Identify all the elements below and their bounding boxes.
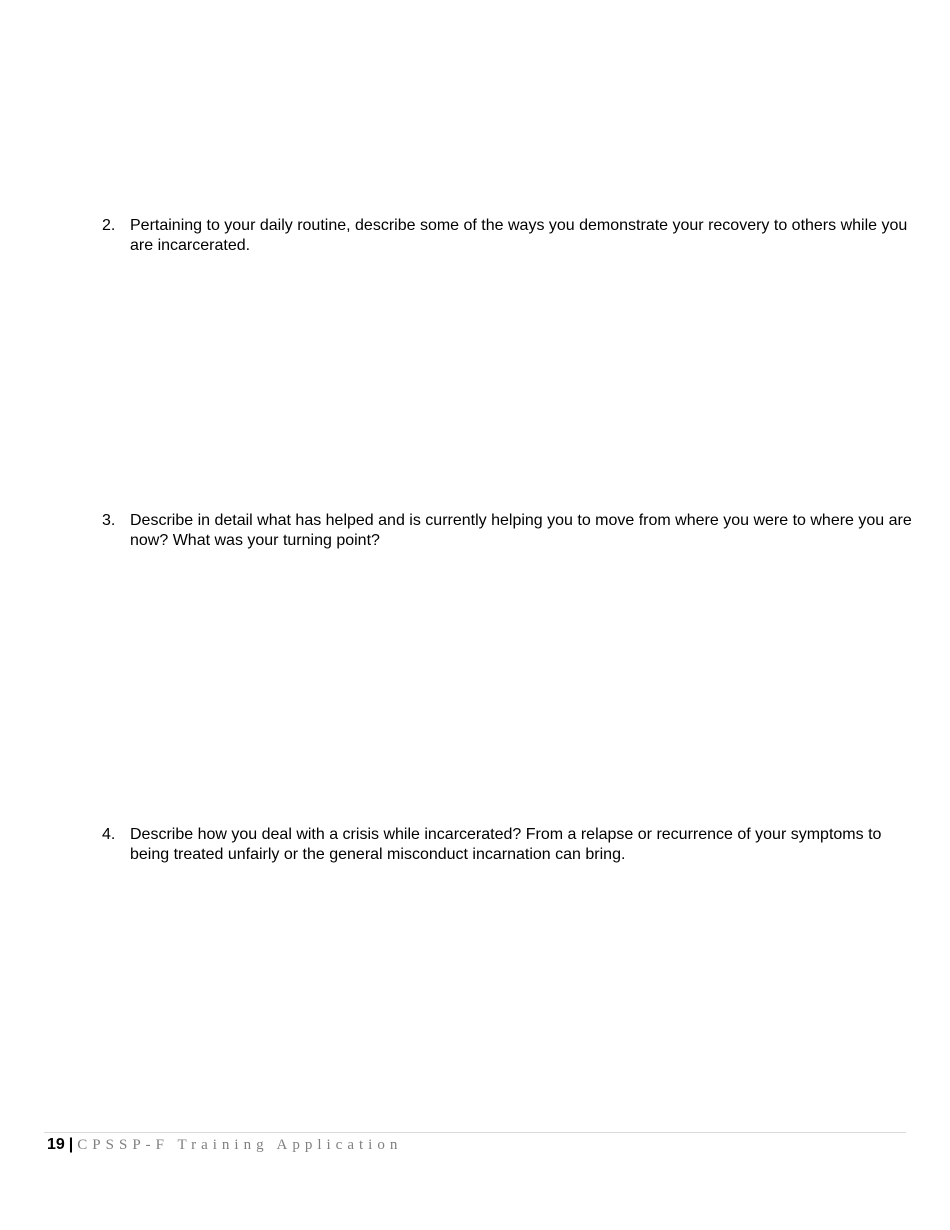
page-footer (47, 1135, 402, 1155)
question-text: Describe in detail what has helped and is currently helping you to move from where you were to where you are now? What was your turning point? (130, 512, 912, 549)
question-number: 3. (102, 512, 116, 529)
question-number: 2. (102, 217, 116, 234)
page-number: 19 (47, 1136, 65, 1153)
question-text: Pertaining to your daily routine, describe some of the ways you demonstrate your recovery to others while you are incarcerated. (130, 217, 908, 254)
question-3 (102, 511, 912, 551)
question-text: Describe how you deal with a crisis while incarcerated? From a relapse or recurrence of your symptoms to being treated unfairly or the general misconduct incarnation can bring. (130, 826, 882, 863)
question-number: 4. (102, 826, 116, 843)
question-4 (102, 825, 912, 865)
footer-divider (44, 1132, 906, 1133)
question-2 (102, 216, 912, 256)
footer-document-title: CPSSP-F Training Application (77, 1137, 403, 1153)
footer-separator: | (68, 1136, 74, 1153)
